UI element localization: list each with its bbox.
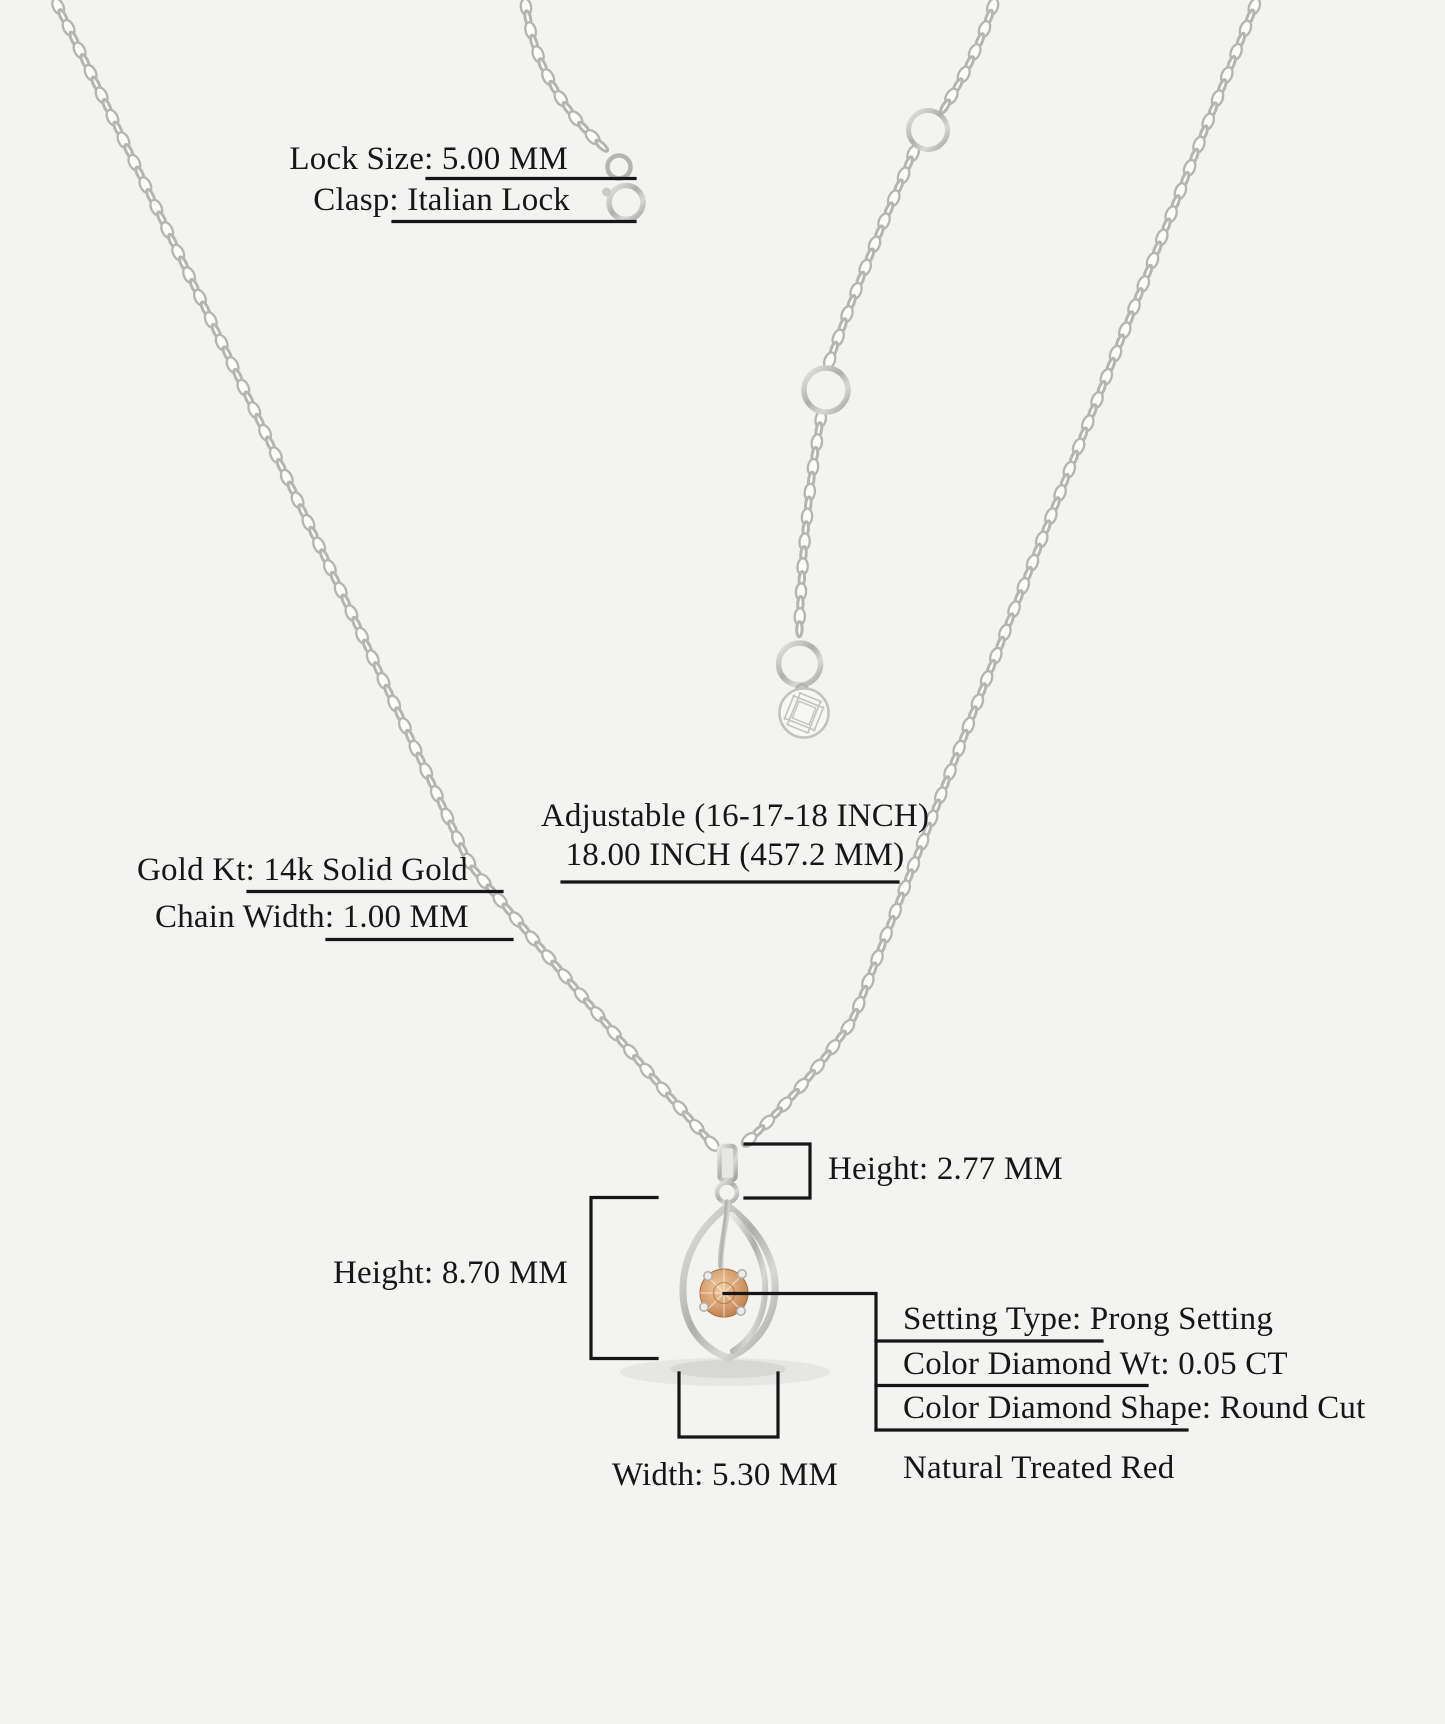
adjustable-range-label: Adjustable (16-17-18 INCH): [540, 798, 930, 834]
spring-ring-clasp: [609, 186, 643, 220]
chain-length-label: [435, 797, 1035, 875]
adjustment-ring-2: [804, 368, 848, 412]
diamond-shape-label: Color Diamond Shape: Round Cut: [903, 1390, 1366, 1426]
brand-tag-disc: [775, 684, 832, 741]
bail-height-bracket: [745, 1144, 810, 1198]
pendant-height-bracket: [591, 1198, 657, 1359]
clasp-nub: [602, 188, 611, 197]
pendant-bail: [720, 1146, 736, 1180]
lock-size-label: Lock Size: 5.00 MM: [289, 141, 568, 177]
chain-right-side: [739, 0, 1262, 1149]
pendant-shadow-core: [670, 1360, 786, 1378]
setting-type-label: Setting Type: Prong Setting: [903, 1301, 1274, 1337]
adjustment-ring-1: [909, 111, 948, 150]
extender-end-ring: [779, 643, 821, 685]
bail-height-label: Height: 2.77 MM: [828, 1151, 1063, 1187]
clasp-label: Clasp: Italian Lock: [313, 182, 570, 218]
clasp-assembly: [602, 156, 643, 220]
pendant: [620, 1146, 830, 1386]
chain-clasp-end: [520, 0, 611, 154]
chain-link: [796, 621, 802, 636]
pendant-width-label: Width: 5.30 MM: [612, 1457, 839, 1493]
diamond-color-label: Natural Treated Red: [903, 1450, 1175, 1486]
chain-link: [939, 99, 952, 115]
jump-ring: [608, 156, 631, 179]
chain-width-label: Chain Width: 1.00 MM: [155, 899, 469, 935]
chain-link: [594, 139, 609, 153]
gold-karat-label: Gold Kt: 14k Solid Gold: [137, 852, 468, 888]
chain-link: [739, 1130, 758, 1149]
pendant-height-label: Height: 8.70 MM: [333, 1255, 568, 1291]
diamond-weight-label: Color Diamond Wt: 0.05 CT: [903, 1346, 1288, 1382]
chain-extender: [794, 0, 1000, 642]
chain-length-value: 18.00 INCH (457.2 MM): [565, 837, 905, 873]
